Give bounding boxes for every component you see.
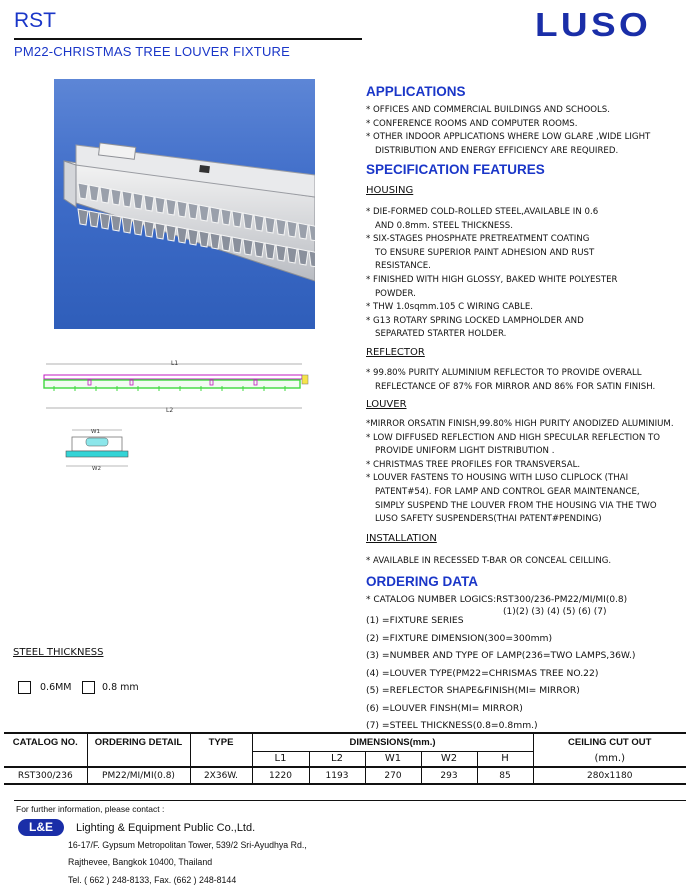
list-item: (7) =STEEL THICKNESS(0.8=0.8mm.): [366, 720, 538, 731]
louver-title: LOUVER: [366, 399, 407, 410]
cell-l2: 1193: [309, 767, 365, 784]
phone-fax: Tel. ( 662 ) 248-8133, Fax. (662 ) 248-8144: [68, 875, 237, 885]
list-item: * G13 ROTARY SPRING LOCKED LAMPHOLDER AND: [366, 315, 584, 326]
louver-cell: [111, 215, 121, 231]
housing-title: HOUSING: [366, 185, 414, 196]
company-name: Lighting & Equipment Public Co.,Ltd.: [76, 822, 256, 834]
louver-cell: [276, 219, 286, 235]
product-photo: [54, 79, 315, 329]
list-item: DISTRIBUTION AND ENERGY EFFICIENCY ARE REQUIRED.: [375, 145, 619, 156]
svg-text:W2: W2: [92, 466, 101, 472]
list-item: *MIRROR ORSATIN FINISH,99.80% HIGH PURITY ANODIZED ALUMINIUM.: [366, 419, 674, 429]
applications-title: APPLICATIONS: [366, 84, 466, 99]
list-item: * OTHER INDOOR APPLICATIONS WHERE LOW GLARE ,WIDE LIGHT: [366, 132, 651, 143]
product-subtitle: PM22-CHRISTMAS TREE LOUVER FIXTURE: [14, 44, 290, 59]
louver-cell: [298, 249, 308, 265]
svg-text:W1: W1: [91, 429, 100, 435]
list-item: * AVAILABLE IN RECESSED T-BAR OR CONCEAL CEILLING.: [366, 556, 612, 566]
reflector-title: REFLECTOR: [366, 347, 425, 358]
louver-cell: [144, 195, 154, 211]
louver-cell: [133, 193, 143, 209]
dim-header: H: [477, 751, 533, 767]
louver-cell: [188, 203, 198, 219]
louver-cell: [188, 229, 198, 245]
louver-cell: [177, 201, 187, 217]
louver-cell: [199, 231, 209, 247]
cell-type: 2X36W.: [190, 767, 252, 784]
cell-w2: 293: [421, 767, 477, 784]
list-item: * THW 1.0sqmm.105 C WIRING CABLE.: [366, 302, 533, 313]
louver-cell: [232, 237, 242, 253]
list-item: * 99.80% PURITY ALUMINIUM REFLECTOR TO PROVIDE OVERALL: [366, 368, 642, 378]
ordering-list: [366, 612, 635, 735]
dim-header: W2: [421, 751, 477, 767]
dim-header: W1: [365, 751, 421, 767]
list-item: AND 0.8mm. STEEL THICKNESS.: [375, 220, 513, 231]
reflector-list: [366, 367, 655, 394]
louver-cell: [166, 199, 176, 215]
col-cutout-header: CEILING CUT OUT: [533, 733, 686, 751]
louver-cell: [133, 219, 143, 235]
louver-cell: [122, 191, 132, 207]
col-catalog-header: CATALOG NO.: [4, 733, 87, 767]
louver-cell: [254, 215, 264, 231]
section-drawing: [58, 425, 138, 479]
catalog-logic-markers: (1)(2) (3) (4) (5) (6) (7): [503, 607, 607, 617]
louver-cell: [78, 209, 88, 225]
side-elevation-drawing: [40, 356, 315, 420]
address-line-1: 16-17/F. Gypsum Metropolitan Tower, 539/2 Sri-Ayudhya Rd.,: [68, 840, 307, 850]
contact-note: For further information, please contact :: [16, 804, 165, 814]
louver-list: [366, 418, 674, 527]
list-item: SEPARATED STARTER HOLDER.: [375, 329, 507, 340]
dim-label-l2: L2: [166, 407, 174, 414]
list-item: * CONFERENCE ROOMS AND COMPUTER ROOMS.: [366, 118, 578, 129]
louver-cell: [276, 245, 286, 261]
louver-cell: [232, 211, 242, 227]
dim-label-l1: L1: [171, 360, 179, 367]
applications-list: [366, 104, 650, 158]
list-item: RESISTANCE.: [375, 261, 431, 272]
list-item: * DIE-FORMED COLD-ROLLED STEEL,AVAILABLE IN 0.6: [366, 207, 599, 217]
list-item: POWDER.: [375, 288, 416, 299]
louver-cell: [199, 205, 209, 221]
table-row: [4, 767, 686, 784]
louver-cell: [166, 225, 176, 241]
louver-cell: [100, 213, 110, 229]
list-item: (4) =LOUVER TYPE(PM22=CHRISMAS TREE NO.22): [366, 667, 599, 679]
installation-list: [366, 555, 611, 569]
list-item: * LOUVER FASTENS TO HOUSING WITH LUSO CLIPLOCK (THAI: [366, 473, 629, 484]
dim-header: L2: [309, 751, 365, 767]
louver-cell: [155, 197, 165, 213]
dim-header: L1: [252, 751, 309, 767]
cell-cutout: 280x1180: [533, 767, 686, 784]
col-dimensions-header: DIMENSIONS(mm.): [252, 733, 533, 751]
list-item: (5) =REFLECTOR SHAPE&FINISH(MI= MIRROR): [366, 685, 580, 696]
installation-title: INSTALLATION: [366, 533, 437, 544]
louver-cell: [243, 239, 253, 255]
louver-cell: [89, 211, 99, 227]
cutout-unit: (mm.): [533, 751, 686, 767]
cell-detail: PM22/MI/MI(0.8): [87, 767, 190, 784]
cell-catalog: RST300/236: [4, 767, 87, 784]
list-item: * OFFICES AND COMMERCIAL BUILDINGS AND SCHOOLS.: [366, 105, 610, 115]
louver-cell: [287, 221, 297, 237]
address-line-2: Rajthevee, Bangkok 10400, Thailand: [68, 857, 213, 867]
steel-thickness-title: STEEL THICKNESS: [13, 647, 104, 658]
header-divider: [14, 38, 362, 40]
spec-features-title: SPECIFICATION FEATURES: [366, 162, 545, 177]
steel-option-06-checkbox[interactable]: [18, 681, 31, 694]
list-item: (3) =NUMBER AND TYPE OF LAMP(236=TWO LAMPS,36W.): [366, 650, 636, 661]
louver-cell: [221, 209, 231, 225]
louver-cell: [100, 187, 110, 203]
louver-cell: [210, 207, 220, 223]
louver-cell: [254, 241, 264, 257]
louver-cell: [111, 189, 121, 205]
louver-cell: [287, 247, 297, 263]
steel-option-08-checkbox[interactable]: [82, 681, 95, 694]
list-item: REFLECTANCE OF 87% FOR MIRROR AND 86% FOR SATIN FINISH.: [375, 381, 656, 392]
louver-cell: [177, 227, 187, 243]
housing-list: [366, 206, 618, 342]
louver-cell: [221, 235, 231, 251]
list-item: LUSO SAFETY SUSPENDERS(THAI PATENT#PENDING): [375, 514, 602, 525]
list-item: SIMPLY SUSPEND THE LOUVER FROM THE HOUSING VIA THE TWO: [375, 500, 657, 511]
list-item: (1) =FIXTURE SERIES: [366, 615, 464, 626]
list-item: * CHRISTMAS TREE PROFILES FOR TRANSVERSAL.: [366, 459, 581, 470]
list-item: * FINISHED WITH HIGH GLOSSY, BAKED WHITE POLYESTER: [366, 274, 618, 285]
cell-w1: 270: [365, 767, 421, 784]
list-item: * SIX-STAGES PHOSPHATE PRETREATMENT COATING: [366, 234, 590, 245]
product-code: RST: [14, 9, 56, 32]
brand-logo: LUSO: [535, 6, 652, 43]
louver-cell: [122, 217, 132, 233]
list-item: (6) =LOUVER FINSH(MI= MIRROR): [366, 702, 523, 714]
louver-cell: [155, 223, 165, 239]
list-item: PROVIDE UNIFORM LIGHT DISTRIBUTION .: [375, 446, 555, 457]
dimensions-table: [4, 732, 686, 785]
ordering-title: ORDERING DATA: [366, 574, 478, 589]
cell-l1: 1220: [252, 767, 309, 784]
louver-cell: [144, 221, 154, 237]
louver-cell: [298, 223, 308, 239]
col-type-header: TYPE: [190, 733, 252, 767]
col-detail-header: ORDERING DETAIL: [87, 733, 190, 767]
louver-cell: [265, 243, 275, 259]
list-item: TO ENSURE SUPERIOR PAINT ADHESION AND RUST: [375, 247, 595, 258]
list-item: * LOW DIFFUSED REFLECTION AND HIGH SPECULAR REFLECTION TO: [366, 432, 661, 443]
list-item: (2) =FIXTURE DIMENSION(300=300mm): [366, 632, 553, 644]
list-item: PATENT#54). FOR LAMP AND CONTROL GEAR MAINTENANCE,: [375, 486, 640, 497]
steel-option-06-label: 0.6MM: [40, 682, 72, 693]
catalog-logic: * CATALOG NUMBER LOGICS:RST300/236-PM22/MI/MI(0.8): [366, 595, 628, 605]
steel-option-08-label: 0.8 mm: [102, 682, 139, 693]
louver-cell: [89, 185, 99, 201]
cell-h: 85: [477, 767, 533, 784]
louver-cell: [210, 233, 220, 249]
louver-cell: [243, 213, 253, 229]
company-logo: L&E: [18, 819, 64, 836]
fixture-illustration: [54, 79, 315, 329]
louver-cell: [265, 217, 275, 233]
footer-divider: [14, 800, 686, 801]
louver-cell: [78, 183, 88, 199]
